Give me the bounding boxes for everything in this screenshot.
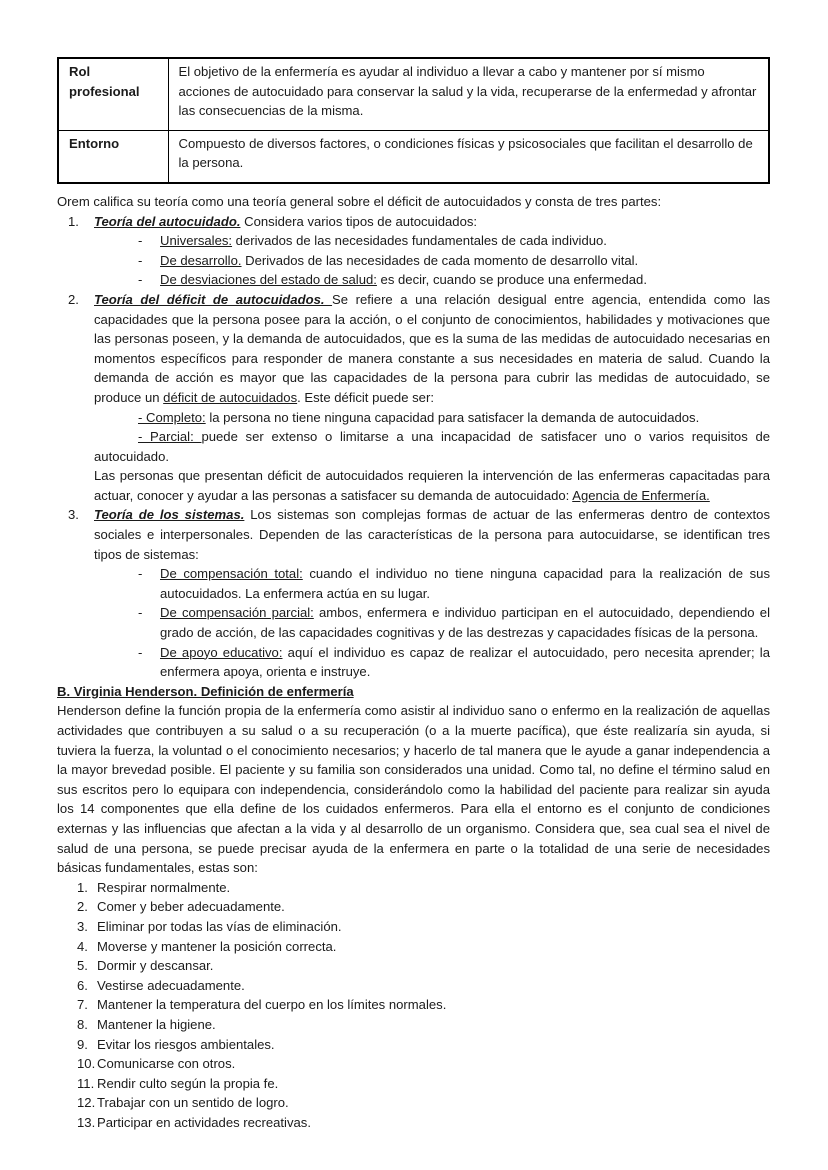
bullet-term: De desviaciones del estado de salud:	[160, 272, 377, 288]
underlined-term-agencia: Agencia de Enfermería.	[572, 487, 710, 503]
bullet-text: Derivados de las necesidades de cada momento de desarrollo vital.	[241, 252, 639, 268]
need-text: Evitar los riesgos ambientales.	[97, 1036, 275, 1052]
deficit-term: - Parcial:	[138, 429, 202, 445]
list-number: 3.	[68, 507, 79, 523]
need-item-6	[57, 976, 770, 996]
table-row	[58, 58, 769, 130]
intro-paragraph: Orem califica su teoría como una teoría general sobre el déficit de autocuidados y consta de tres partes:	[57, 193, 662, 209]
bullet-term: De apoyo educativo:	[160, 644, 283, 660]
bullet-term: Universales:	[160, 233, 233, 249]
bullet-text: derivados de las necesidades fundamentales de cada individuo.	[232, 233, 607, 249]
dash-marker: -	[138, 605, 143, 621]
deficit-type-completo	[94, 408, 770, 428]
theory-body-text: . Este déficit puede ser:	[297, 389, 434, 405]
deficit-term: - Completo:	[138, 409, 206, 425]
need-number: 2.	[77, 899, 88, 915]
need-text: Mantener la temperatura del cuerpo en los límites normales.	[97, 997, 447, 1013]
bullet-desviaciones-salud	[94, 270, 770, 290]
need-number: 6.	[77, 977, 88, 993]
theory-title: Teoría de los sistemas.	[94, 507, 245, 523]
bullet-de-desarrollo	[94, 251, 770, 271]
bullet-term: De compensación parcial:	[160, 605, 314, 621]
closing-paragraph	[94, 466, 770, 505]
section-heading-henderson: B. Virginia Henderson. Definición de enfermería	[57, 683, 354, 699]
need-text: Respirar normalmente.	[97, 879, 231, 895]
need-text: Rendir culto según la propia fe.	[97, 1075, 279, 1091]
list-item-teoria-deficit	[57, 290, 770, 506]
theory-title: Teoría del déficit de autocuidados.	[94, 291, 333, 307]
list-number: 2.	[68, 291, 79, 307]
closing-text: Las personas que presentan déficit de autocuidados requieren la intervención de las enfermeras capacitadas para actuar, conocer y ayudar a las personas a satisfacer su demanda de autocuidado:	[94, 468, 770, 503]
bullet-compensacion-total	[94, 564, 770, 603]
need-number: 11.	[77, 1075, 95, 1091]
bullet-text: aquí el individuo es capaz de realizar el autocuidado, pero necesita aprender; la enfermera apoya, orienta e instruye.	[160, 644, 770, 680]
need-item-2	[57, 897, 770, 917]
need-number: 9.	[77, 1036, 88, 1052]
definition-table	[57, 57, 770, 184]
need-item-5	[57, 956, 770, 976]
bullet-text: es decir, cuando se produce una enfermedad.	[376, 272, 647, 288]
need-text: Comunicarse con otros.	[97, 1056, 236, 1072]
list-item-text	[94, 212, 770, 232]
table-definition-rol-profesional: El objetivo de la enfermería es ayudar al individuo a llevar a cabo y mantener por sí mismo acciones de autocuidado para conservar la salud y la vida, recuperarse de la enfermedad y afrontar las consecuencias de la misma.	[168, 58, 769, 130]
need-text: Eliminar por todas las vías de eliminación.	[97, 918, 342, 934]
need-item-13	[57, 1113, 770, 1133]
list-item-text	[94, 505, 770, 564]
need-item-12	[57, 1093, 770, 1113]
need-item-7	[57, 995, 770, 1015]
need-text: Participar en actividades recreativas.	[97, 1114, 311, 1130]
theory-intro-text: Considera varios tipos de autocuidados:	[240, 213, 478, 229]
bullet-universales	[94, 231, 770, 251]
deficit-text: puede ser extenso o limitarse a una incapacidad de satisfacer uno o varios requisitos de autocuidado.	[94, 429, 771, 464]
need-item-10	[57, 1054, 770, 1074]
dash-marker: -	[138, 233, 143, 249]
need-number: 13.	[77, 1114, 96, 1130]
deficit-type-parcial	[94, 427, 770, 466]
bullet-apoyo-educativo	[94, 643, 770, 682]
list-item-teoria-sistemas	[57, 505, 770, 681]
bullet-compensacion-parcial	[94, 603, 770, 642]
need-text: Moverse y mantener la posición correcta.	[97, 938, 337, 954]
need-text: Trabajar con un sentido de logro.	[97, 1095, 289, 1111]
need-text: Dormir y descansar.	[97, 958, 214, 974]
henderson-paragraph: Henderson define la función propia de la enfermería como asistir al individuo sano o enfermo en la realización de aquellas actividades que contribuyen a su salud o a su recuperación (o a la muerte pacífica), que éste realizaría sin ayuda, si tuviera la fuerza, la voluntad o el conocimiento necesarios; y hacerlo de tal manera que le ayude a ganar independencia a la mayor brevedad posible. El paciente y su familia son considerados una unidad. Como tal, no define el término salud en sus escritos pero lo equipara con independencia, considerándolo como la habilidad del paciente para realizar sin ayuda los 14 componentes que ella define de los cuidados enfermeros. Para ella el entorno es el conjunto de condiciones externas y las influencias que afectan a la vida y al desarrollo de un organismo. Considera que, sea cual sea el nivel de salud de una persona, se puede precisar ayuda de la enfermera en parte o la totalidad de una serie de necesidades básicas fundamentales, estas son:	[57, 703, 770, 876]
bullet-term: De desarrollo.	[160, 252, 242, 268]
list-item-text	[94, 290, 770, 408]
need-item-1	[57, 878, 770, 898]
table-row	[58, 130, 769, 183]
need-text: Mantener la higiene.	[97, 1016, 216, 1032]
need-item-11	[57, 1074, 770, 1094]
list-number: 1.	[68, 213, 79, 229]
need-number: 10.	[77, 1056, 96, 1072]
need-number: 8.	[77, 1016, 88, 1032]
need-number: 7.	[77, 997, 88, 1013]
need-number: 4.	[77, 938, 88, 954]
table-term-entorno: Entorno	[58, 130, 168, 183]
need-item-8	[57, 1015, 770, 1035]
table-term-rol-profesional: Rol profesional	[58, 58, 168, 130]
bullet-text: ambos, enfermera e individuo participan en el autocuidado, dependiendo el grado de acción, de las capacidades cognitivas y de las destrezas y capacidades físicas de la persona.	[160, 605, 770, 641]
bullet-text: cuando el individuo no tiene ninguna capacidad para la realización de sus autocuidados. La enfermera actúa en su lugar.	[160, 566, 770, 601]
dash-marker: -	[138, 252, 143, 268]
need-item-9	[57, 1035, 770, 1055]
need-item-4	[57, 937, 770, 957]
deficit-text: la persona no tiene ninguna capacidad para satisfacer la demanda de autocuidados.	[205, 409, 700, 425]
list-item-teoria-autocuidado	[57, 212, 770, 290]
dash-marker: -	[138, 644, 143, 660]
need-number: 12.	[77, 1095, 96, 1111]
theory-title: Teoría del autocuidado.	[94, 213, 241, 229]
need-text: Comer y beber adecuadamente.	[97, 899, 285, 915]
need-text: Vestirse adecuadamente.	[97, 977, 245, 993]
underlined-term-deficit: déficit de autocuidados	[163, 389, 298, 405]
need-number: 3.	[77, 918, 88, 934]
theory-body-text: Se refiere a una relación desigual entre agencia, entendida como las capacidades que la persona posee para la acción, o el conjunto de conocimientos, habilidades y motivaciones que las personas poseen, y la demanda de autocuidados, que es la suma de las medidas de autocuidado necesarias en momentos específicos para responder de manera constante a sus necesidades en materia de salud. Cuando la demanda de acción es mayor que las capacidades de la persona para cubrir las medidas de autocuidado, se produce un	[94, 291, 770, 405]
table-definition-entorno: Compuesto de diversos factores, o condiciones físicas y psicosociales que facilitan el desarrollo de la persona.	[168, 130, 769, 183]
dash-marker: -	[138, 566, 143, 582]
bullet-term: De compensación total:	[160, 566, 303, 582]
need-item-3	[57, 917, 770, 937]
need-number: 1.	[77, 879, 88, 895]
theory-intro-text: Los sistemas son complejas formas de actuar de las enfermeras dentro de contextos sociales e interpersonales. Dependen de las características de la persona para autocuidarse, se identifican tres tipos de sistemas:	[94, 507, 771, 562]
dash-marker: -	[138, 272, 143, 288]
need-number: 5.	[77, 958, 88, 974]
